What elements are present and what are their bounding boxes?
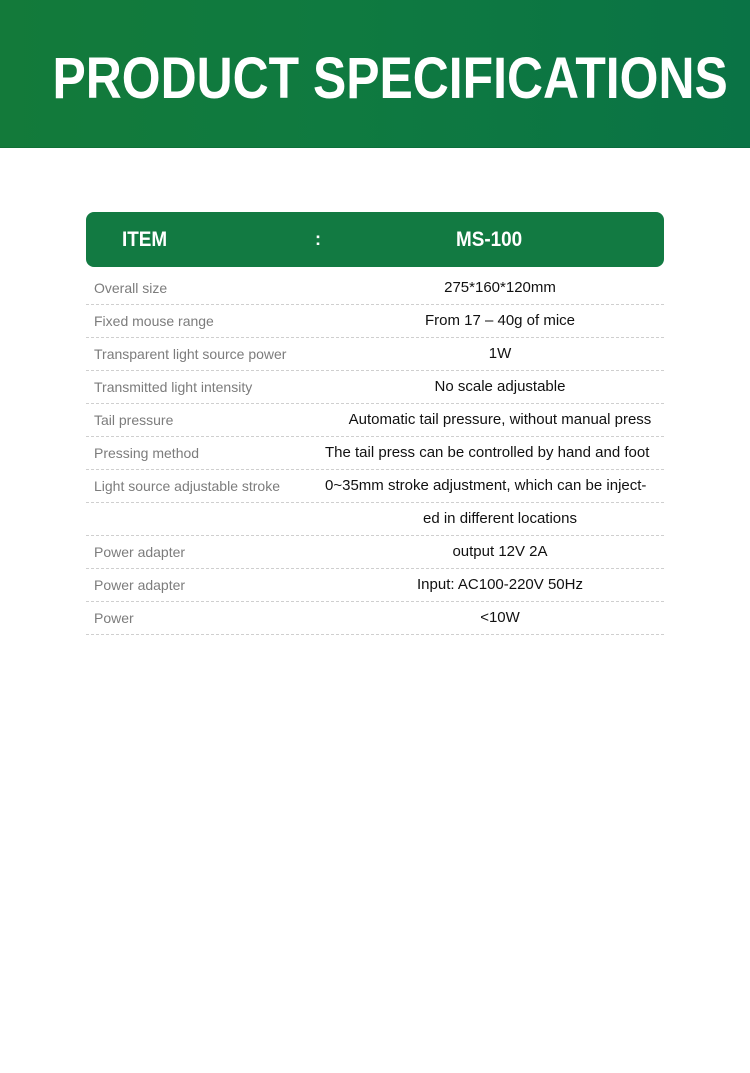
table-row [86,602,664,635]
row-value: ed in different locations [423,510,577,527]
header-model-label: MS-100 [456,228,523,251]
row-value: No scale adjustable [434,378,566,395]
row-value: The tail press can be controlled by hand and foot [325,444,650,461]
table-rows [86,267,664,635]
row-label: Overall size [94,280,168,296]
table-row [86,338,664,371]
row-label: Transmitted light intensity [94,379,253,395]
row-label: Power adapter [94,577,186,593]
row-value: 0~35mm stroke adjustment, which can be inject- [325,477,647,494]
row-label: Fixed mouse range [94,313,214,329]
row-value: <10W [480,609,520,626]
row-value: From 17 – 40g of mice [424,312,576,329]
row-label: Pressing method [94,445,200,461]
table-row [86,503,664,536]
header-separator: : [315,229,321,249]
row-value: 1W [488,345,512,362]
table-row [86,569,664,602]
spec-table [86,212,664,626]
row-value: Input: AC100-220V 50Hz [417,576,583,593]
table-row [86,272,664,305]
page-title: PRODUCT SPECIFICATIONS [52,46,728,111]
row-label: Light source adjustable stroke [94,478,280,494]
row-label: Transparent light source power [94,346,287,362]
row-value: 275*160*120mm [444,279,556,296]
table-row [86,371,664,404]
row-label: Tail pressure [94,412,174,428]
table-row [86,305,664,338]
row-value: output 12V 2A [452,543,548,560]
table-row [86,404,664,437]
title-banner [0,0,750,148]
table-header [86,212,664,267]
row-value: Automatic tail pressure, without manual press [348,411,652,428]
row-label: Power adapter [94,544,186,560]
table-row [86,437,664,470]
table-row [86,536,664,569]
header-item-label: ITEM [122,228,168,251]
table-row [86,470,664,503]
row-label: Power [94,610,134,626]
